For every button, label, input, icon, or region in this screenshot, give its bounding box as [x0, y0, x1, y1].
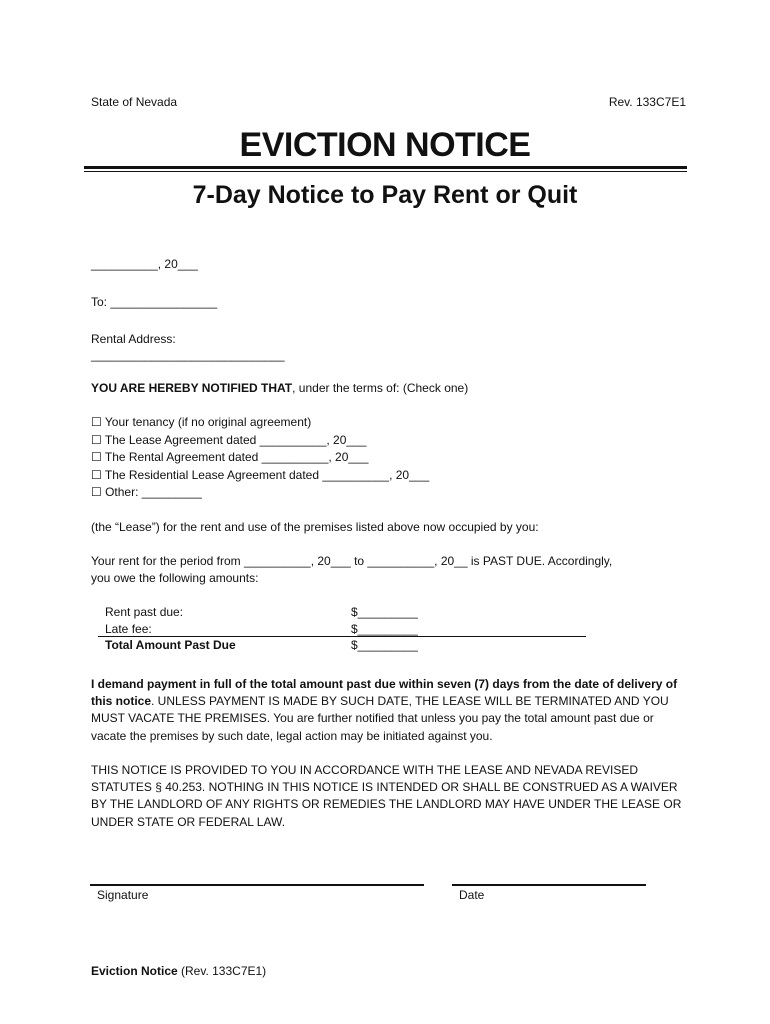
title-rule-thick [84, 166, 687, 169]
notified-line [91, 381, 468, 395]
rent-period-line-2: you owe the following amounts: [91, 571, 259, 585]
amount-value-late-fee: $_________ [351, 622, 418, 636]
option-other[interactable]: ☐ Other: _________ [91, 485, 202, 499]
lease-line: (the “Lease”) for the rent and use of the premises listed above now occupied by you: [91, 520, 539, 534]
signature-line[interactable] [90, 884, 424, 886]
date-signature-line[interactable] [452, 884, 646, 886]
notified-rest: , under the terms of: (Check one) [292, 381, 469, 395]
amount-label-rent: Rent past due: [105, 605, 184, 619]
amount-value-rent: $_________ [351, 605, 418, 619]
option-tenancy[interactable]: ☐ Your tenancy (if no original agreement) [91, 415, 312, 429]
date-label: Date [459, 888, 485, 902]
footer-rest: (Rev. 133C7E1) [177, 964, 267, 978]
revision-label: Rev. 133C7E1 [608, 95, 686, 109]
state-label: State of Nevada [91, 95, 178, 109]
demand-paragraph [91, 676, 683, 745]
document-title: EVICTION NOTICE [239, 126, 531, 164]
title-rule-thin [84, 171, 687, 172]
demand-bold: I demand payment in full of the total amount past due within seven (7) days from the date of delivery of this notice [91, 677, 678, 709]
signature-label: Signature [97, 888, 149, 902]
amount-value-total: $_________ [351, 638, 418, 652]
option-lease-agreement[interactable]: ☐ The Lease Agreement dated __________, 20___ [91, 433, 367, 447]
option-residential-lease[interactable]: ☐ The Residential Lease Agreement dated __________, 20___ [91, 468, 430, 482]
option-rental-agreement[interactable]: ☐ The Rental Agreement dated __________, 20___ [91, 450, 369, 464]
notified-bold: YOU ARE HEREBY NOTIFIED THAT [91, 381, 293, 395]
rent-period-line-1: Your rent for the period from __________, 20___ to __________, 20__ is PAST DUE. Accordingly, [91, 554, 613, 568]
amount-label-late-fee: Late fee: [105, 622, 152, 636]
footer [91, 964, 266, 978]
amount-label-total: Total Amount Past Due [105, 638, 236, 652]
rental-address-blank: _____________________________ [91, 348, 285, 362]
statute-notice: THIS NOTICE IS PROVIDED TO YOU IN ACCORDANCE WITH THE LEASE AND NEVADA REVISED STATUTES § 40.253. NOTHING IN THIS NOTICE IS INTENDED OR SHALL BE CONSTRUED AS A WAIVER BY THE LANDLORD OF ANY RIGHTS OR REMEDIES THE LANDLORD MAY HAVE UNDER THE LEASE OR UNDER STATE OR FEDERAL LAW. [91, 763, 682, 829]
amounts-total-rule [98, 636, 586, 637]
footer-bold: Eviction Notice [91, 964, 178, 978]
document-subtitle: 7-Day Notice to Pay Rent or Quit [192, 181, 578, 209]
demand-rest: . UNLESS PAYMENT IS MADE BY SUCH DATE, THE LEASE WILL BE TERMINATED AND YOU MUST VACATE THE PREMISES. You are further notified that unless you pay the total amount past due or vacate the premises by such date, legal action may be initiated against you. [91, 694, 669, 743]
rental-address-label: Rental Address: [91, 332, 176, 346]
to-line: To: ________________ [91, 295, 218, 309]
date-line: __________, 20___ [91, 257, 198, 271]
